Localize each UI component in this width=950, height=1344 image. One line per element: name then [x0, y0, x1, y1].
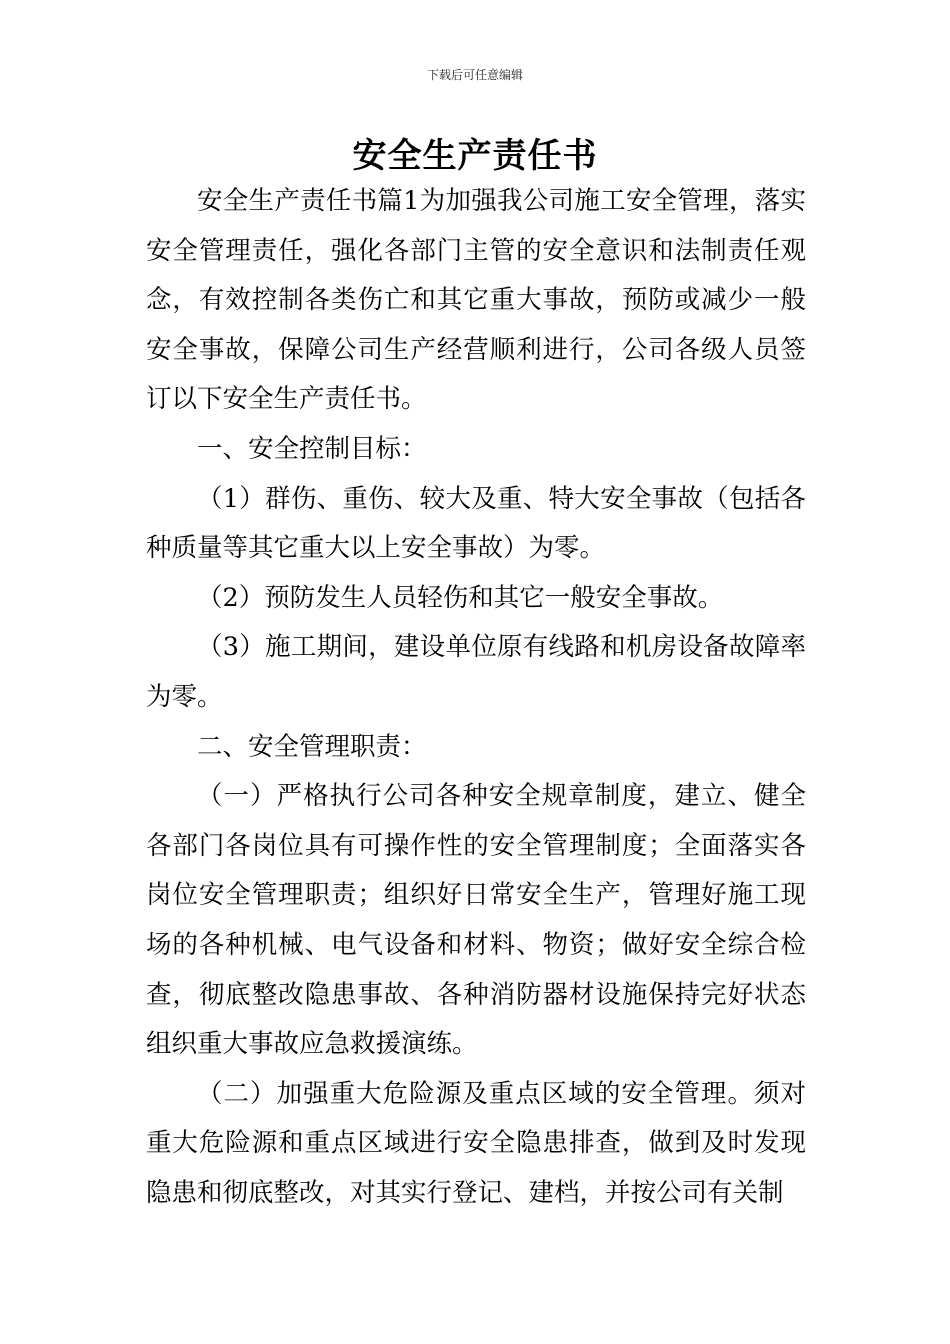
page-header-note: 下载后可任意编辑 [426, 68, 523, 82]
section-heading-duties: 二、安全管理职责： [197, 731, 427, 762]
section-heading-safety-goals: 一、安全控制目标： [197, 433, 427, 464]
document-body [146, 177, 806, 1218]
paragraph-duty-2: （二）加强重大危险源及重点区域的安全管理。须对重大危险源和重点区域进行安全隐患排查，做到及时发现隐患和彻底整改，对其实行登记、建档，并按公司有关制 [146, 1078, 806, 1208]
paragraph-intro: 安全生产责任书篇1为加强我公司施工安全管理，落实安全管理责任，强化各部门主管的安全意识和法制责任观念，有效控制各类伤亡和其它重大事故，预防或减少一般安全事故，保障公司生产经营顺利进行，公司各级人员签订以下安全生产责任书。 [146, 186, 806, 415]
paragraph-goal-3: （3）施工期间，建设单位原有线路和机房设备故障率为零。 [146, 632, 806, 712]
paragraph-duty-1: （一）严格执行公司各种安全规章制度，建立、健全各部门各岗位具有可操作性的安全管理制度；全面落实各岗位安全管理职责；组织好日常安全生产，管理好施工现场的各种机械、电气设备和材料、物资；做好安全综合检查，彻底整改隐患事故、各种消防器材设施保持完好状态组织重大事故应急救援演练。 [146, 781, 806, 1060]
paragraph-goal-2: （2）预防发生人员轻伤和其它一般安全事故。 [197, 582, 724, 613]
document-title: 安全生产责任书 [352, 136, 598, 176]
paragraph-goal-1: （1）群伤、重伤、较大及重、特大安全事故（包括各种质量等其它重大以上安全事故）为零。 [146, 483, 806, 564]
